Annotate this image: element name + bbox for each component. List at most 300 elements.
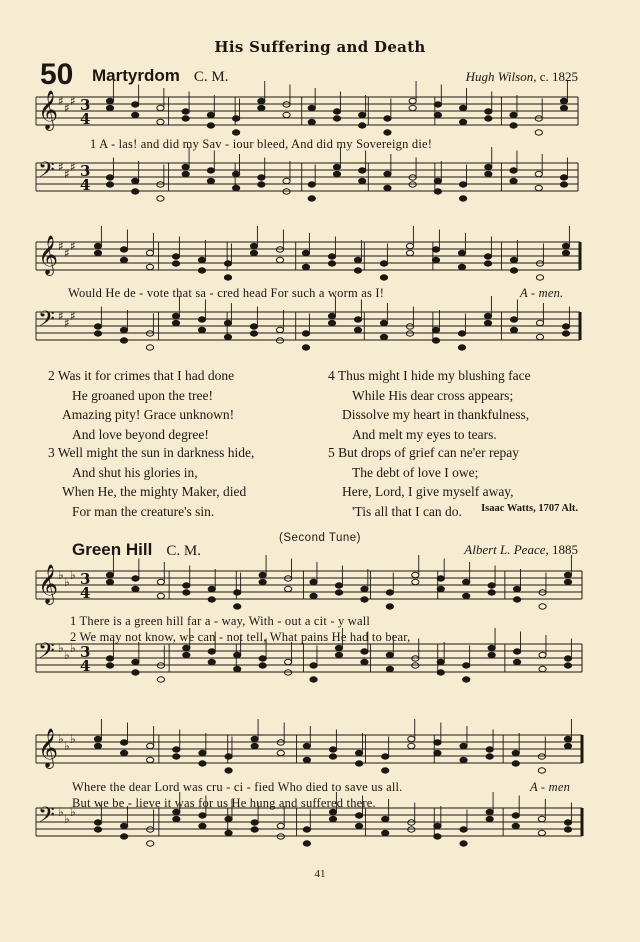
flat-icon: ♭ bbox=[58, 568, 64, 582]
note-head bbox=[564, 743, 571, 748]
note-head bbox=[94, 827, 101, 832]
note-head bbox=[157, 119, 164, 124]
note-head bbox=[359, 168, 366, 173]
note-head bbox=[207, 112, 214, 117]
note-head bbox=[460, 827, 467, 832]
note-head bbox=[157, 105, 164, 110]
note-head bbox=[183, 583, 190, 588]
note-head bbox=[276, 338, 283, 343]
lyrics-gh-system2-verse1: Where the dear Lord was cru - ci - fied Who died to save us all. bbox=[72, 780, 403, 794]
note-head bbox=[485, 164, 492, 169]
note-head bbox=[182, 109, 189, 114]
note-head bbox=[302, 264, 309, 269]
note-head bbox=[562, 331, 569, 336]
note-head bbox=[510, 178, 517, 183]
verse-4 bbox=[328, 366, 531, 444]
note-head bbox=[408, 743, 415, 748]
note-head bbox=[514, 597, 521, 602]
note-head bbox=[277, 740, 284, 745]
note-head bbox=[106, 175, 113, 180]
note-head bbox=[361, 597, 368, 602]
note-head bbox=[233, 171, 240, 176]
note-head bbox=[488, 583, 495, 588]
verse-line: And love beyond degree! bbox=[72, 426, 209, 442]
note-head bbox=[146, 331, 153, 336]
amen-lyric-1: A - men. bbox=[520, 286, 564, 300]
time-signature: 3 bbox=[80, 643, 91, 661]
bass-clef-icon: 𝄢 bbox=[38, 158, 55, 188]
note-head bbox=[146, 345, 153, 350]
note-head bbox=[303, 743, 310, 748]
note-head bbox=[539, 590, 546, 595]
lyrics-system1: 1 A - las! and did my Sav - iour bleed, And did my Sovereign die! bbox=[90, 137, 433, 151]
verse-line: Dissolve my heart in thankfulness, bbox=[342, 407, 530, 422]
composer-date: 1885 bbox=[552, 542, 578, 557]
bass-clef-icon: 𝄢 bbox=[38, 639, 55, 669]
flat-icon: ♭ bbox=[64, 575, 70, 589]
note-head bbox=[183, 652, 190, 657]
note-head bbox=[437, 659, 444, 664]
lyrics-gh-system2-verse2: But we be - lieve it was for us He hung and suffered there. bbox=[72, 796, 376, 810]
flat-icon: ♭ bbox=[70, 641, 76, 655]
note-head bbox=[382, 768, 389, 773]
note-head bbox=[460, 743, 467, 748]
note-head bbox=[434, 102, 441, 107]
note-head bbox=[386, 604, 393, 609]
note-head bbox=[460, 841, 467, 846]
time-signature: 3 bbox=[80, 96, 91, 114]
note-head bbox=[277, 823, 284, 828]
note-head bbox=[172, 313, 179, 318]
note-head bbox=[199, 761, 206, 766]
flat-icon: ♭ bbox=[70, 805, 76, 819]
note-head bbox=[384, 116, 391, 121]
lyrics-system2: Would He de - vote that sa - cred head For such a worm as I! bbox=[68, 286, 385, 300]
note-head bbox=[488, 652, 495, 657]
note-head bbox=[276, 247, 283, 252]
flat-icon: ♭ bbox=[58, 732, 64, 746]
note-head bbox=[437, 586, 444, 591]
note-head bbox=[409, 98, 416, 103]
note-head bbox=[233, 116, 240, 121]
note-head bbox=[182, 164, 189, 169]
note-head bbox=[434, 834, 441, 839]
note-head bbox=[412, 663, 419, 668]
verse-line: Amazing pity! Grace unknown! bbox=[62, 407, 235, 422]
treble-clef-icon: 𝄞 bbox=[38, 235, 59, 275]
verse-line: 4 Thus might I hide my blushing face bbox=[328, 368, 531, 383]
composer-date: c. 1825 bbox=[539, 69, 578, 84]
note-head bbox=[259, 572, 266, 577]
note-head bbox=[512, 813, 519, 818]
note-head bbox=[356, 823, 363, 828]
note-head bbox=[224, 275, 231, 280]
note-head bbox=[484, 320, 491, 325]
time-signature: 4 bbox=[80, 584, 91, 602]
second-tune-label: (Second Tune) bbox=[279, 532, 361, 544]
note-head bbox=[488, 590, 495, 595]
verse-3 bbox=[48, 443, 254, 521]
note-head bbox=[564, 656, 571, 661]
note-head bbox=[510, 268, 517, 273]
note-head bbox=[536, 334, 543, 339]
verse-line: And shut his glories in, bbox=[72, 464, 198, 480]
note-head bbox=[147, 757, 154, 762]
note-head bbox=[225, 754, 232, 759]
note-head bbox=[183, 645, 190, 650]
note-head bbox=[251, 736, 258, 741]
note-head bbox=[486, 754, 493, 759]
time-signature: 3 bbox=[80, 162, 91, 180]
note-head bbox=[132, 576, 139, 581]
note-head bbox=[564, 827, 571, 832]
note-head bbox=[463, 579, 470, 584]
note-head bbox=[380, 334, 387, 339]
note-head bbox=[406, 331, 413, 336]
sharp-icon: ♯ bbox=[64, 101, 70, 115]
note-head bbox=[356, 750, 363, 755]
note-head bbox=[198, 257, 205, 262]
note-head bbox=[359, 178, 366, 183]
verse-line: Here, Lord, I give myself away, bbox=[342, 484, 514, 499]
sharp-icon: ♯ bbox=[70, 309, 76, 323]
note-head bbox=[562, 250, 569, 255]
note-head bbox=[259, 579, 266, 584]
note-head bbox=[233, 185, 240, 190]
verse-line: 5 But drops of grief can ne'er repay bbox=[328, 445, 519, 460]
note-head bbox=[560, 182, 567, 187]
note-head bbox=[132, 659, 139, 664]
note-head bbox=[302, 331, 309, 336]
note-head bbox=[121, 823, 128, 828]
note-head bbox=[328, 320, 335, 325]
bass-clef-icon: 𝄢 bbox=[38, 803, 55, 833]
note-head bbox=[361, 659, 368, 664]
note-head bbox=[510, 327, 517, 332]
note-head bbox=[250, 324, 257, 329]
note-head bbox=[484, 261, 491, 266]
note-head bbox=[132, 112, 139, 117]
note-head bbox=[106, 105, 113, 110]
note-head bbox=[198, 327, 205, 332]
note-head bbox=[408, 820, 415, 825]
note-head bbox=[434, 178, 441, 183]
note-head bbox=[277, 834, 284, 839]
note-head bbox=[564, 736, 571, 741]
sharp-icon: ♯ bbox=[70, 94, 76, 108]
note-head bbox=[198, 268, 205, 273]
note-head bbox=[329, 747, 336, 752]
text-credit: Isaac Watts, 1707 Alt. bbox=[481, 503, 578, 514]
note-head bbox=[225, 768, 232, 773]
note-head bbox=[382, 816, 389, 821]
note-head bbox=[361, 586, 368, 591]
note-head bbox=[106, 182, 113, 187]
note-head bbox=[157, 196, 164, 201]
note-head bbox=[234, 604, 241, 609]
note-head bbox=[458, 250, 465, 255]
note-head bbox=[510, 123, 517, 128]
time-signature: 3 bbox=[80, 570, 91, 588]
sharp-icon: ♯ bbox=[58, 160, 64, 174]
note-head bbox=[486, 809, 493, 814]
note-head bbox=[538, 768, 545, 773]
treble-clef-icon: 𝄞 bbox=[38, 90, 59, 130]
note-head bbox=[463, 663, 470, 668]
note-head bbox=[94, 743, 101, 748]
note-head bbox=[560, 98, 567, 103]
note-head bbox=[157, 663, 164, 668]
note-head bbox=[562, 324, 569, 329]
note-head bbox=[302, 250, 309, 255]
note-head bbox=[432, 257, 439, 262]
note-head bbox=[172, 320, 179, 325]
note-head bbox=[208, 597, 215, 602]
note-head bbox=[432, 247, 439, 252]
note-head bbox=[380, 275, 387, 280]
note-head bbox=[356, 761, 363, 766]
lyrics-gh-system1-verse2: 2 We may not know, we can - not tell, What pains He had to bear, bbox=[70, 630, 411, 644]
note-head bbox=[406, 250, 413, 255]
note-head bbox=[106, 663, 113, 668]
note-head bbox=[106, 572, 113, 577]
note-head bbox=[386, 666, 393, 671]
note-head bbox=[434, 823, 441, 828]
note-head bbox=[283, 112, 290, 117]
note-head bbox=[147, 827, 154, 832]
note-head bbox=[328, 313, 335, 318]
note-head bbox=[303, 827, 310, 832]
note-head bbox=[434, 740, 441, 745]
note-head bbox=[386, 652, 393, 657]
note-head bbox=[285, 670, 292, 675]
note-head bbox=[225, 816, 232, 821]
note-head bbox=[285, 659, 292, 664]
section-title: His Suffering and Death bbox=[214, 38, 426, 56]
verse-2 bbox=[48, 366, 234, 444]
note-head bbox=[251, 827, 258, 832]
note-head bbox=[484, 313, 491, 318]
note-head bbox=[308, 105, 315, 110]
note-head bbox=[484, 254, 491, 259]
note-head bbox=[432, 327, 439, 332]
note-head bbox=[157, 677, 164, 682]
note-head bbox=[208, 659, 215, 664]
note-head bbox=[458, 331, 465, 336]
note-head bbox=[406, 243, 413, 248]
note-head bbox=[409, 182, 416, 187]
verse-line: And melt my eyes to tears. bbox=[352, 426, 497, 442]
note-head bbox=[514, 649, 521, 654]
lyrics-gh-system1-verse1: 1 There is a green hill far a - way, With - out a cit - y wall bbox=[70, 614, 371, 628]
note-head bbox=[147, 841, 154, 846]
note-head bbox=[303, 841, 310, 846]
note-head bbox=[303, 757, 310, 762]
note-head bbox=[354, 257, 361, 262]
note-head bbox=[486, 816, 493, 821]
note-head bbox=[539, 604, 546, 609]
note-head bbox=[460, 182, 467, 187]
note-head bbox=[458, 264, 465, 269]
note-head bbox=[120, 338, 127, 343]
note-head bbox=[458, 345, 465, 350]
note-head bbox=[276, 327, 283, 332]
time-signature: 4 bbox=[80, 110, 91, 128]
note-head bbox=[276, 257, 283, 262]
note-head bbox=[208, 586, 215, 591]
note-head bbox=[564, 579, 571, 584]
note-head bbox=[514, 586, 521, 591]
note-head bbox=[460, 757, 467, 762]
note-head bbox=[333, 164, 340, 169]
note-head bbox=[283, 102, 290, 107]
note-head bbox=[147, 743, 154, 748]
sharp-icon: ♯ bbox=[64, 316, 70, 330]
note-head bbox=[121, 750, 128, 755]
note-head bbox=[437, 670, 444, 675]
note-head bbox=[120, 257, 127, 262]
note-head bbox=[412, 572, 419, 577]
note-head bbox=[535, 116, 542, 121]
sharp-icon: ♯ bbox=[70, 239, 76, 253]
flat-icon: ♭ bbox=[58, 805, 64, 819]
note-head bbox=[460, 105, 467, 110]
note-head bbox=[434, 750, 441, 755]
note-head bbox=[172, 254, 179, 259]
note-head bbox=[132, 189, 139, 194]
note-head bbox=[510, 257, 517, 262]
note-head bbox=[538, 816, 545, 821]
note-head bbox=[285, 576, 292, 581]
note-head bbox=[120, 327, 127, 332]
note-head bbox=[234, 590, 241, 595]
note-head bbox=[536, 275, 543, 280]
meter: C. M. bbox=[166, 543, 201, 559]
note-head bbox=[258, 98, 265, 103]
verse-line: 3 Well might the sun in darkness hide, bbox=[48, 445, 255, 460]
time-signature: 4 bbox=[80, 657, 91, 675]
flat-icon: ♭ bbox=[64, 648, 70, 662]
note-head bbox=[310, 663, 317, 668]
note-head bbox=[310, 677, 317, 682]
note-head bbox=[259, 656, 266, 661]
note-head bbox=[120, 247, 127, 252]
note-head bbox=[250, 331, 257, 336]
note-head bbox=[560, 105, 567, 110]
note-head bbox=[510, 317, 517, 322]
note-head bbox=[536, 320, 543, 325]
note-head bbox=[409, 175, 416, 180]
note-head bbox=[409, 105, 416, 110]
note-head bbox=[173, 747, 180, 752]
note-head bbox=[460, 196, 467, 201]
note-head bbox=[562, 243, 569, 248]
note-head bbox=[539, 652, 546, 657]
note-head bbox=[434, 189, 441, 194]
note-head bbox=[359, 112, 366, 117]
note-head bbox=[335, 652, 342, 657]
note-head bbox=[488, 645, 495, 650]
note-head bbox=[308, 196, 315, 201]
note-head bbox=[132, 102, 139, 107]
note-head bbox=[199, 750, 206, 755]
note-head bbox=[333, 109, 340, 114]
note-head bbox=[259, 663, 266, 668]
composer-name: Albert L. Peace, bbox=[464, 542, 549, 557]
note-head bbox=[234, 652, 241, 657]
note-head bbox=[437, 576, 444, 581]
meter: C. M. bbox=[193, 69, 229, 85]
note-head bbox=[94, 243, 101, 248]
composer-name: Hugh Wilson, bbox=[465, 69, 537, 84]
note-head bbox=[283, 189, 290, 194]
note-head bbox=[310, 579, 317, 584]
note-head bbox=[564, 572, 571, 577]
note-head bbox=[106, 656, 113, 661]
note-head bbox=[157, 182, 164, 187]
note-head bbox=[412, 579, 419, 584]
flat-icon: ♭ bbox=[70, 732, 76, 746]
note-head bbox=[432, 338, 439, 343]
sharp-icon: ♯ bbox=[58, 309, 64, 323]
verse-line: For man the creature's sin. bbox=[72, 503, 215, 519]
note-head bbox=[132, 178, 139, 183]
note-head bbox=[512, 750, 519, 755]
note-head bbox=[328, 254, 335, 259]
note-head bbox=[250, 243, 257, 248]
note-head bbox=[463, 593, 470, 598]
note-head bbox=[328, 261, 335, 266]
note-head bbox=[302, 345, 309, 350]
note-head bbox=[172, 261, 179, 266]
note-head bbox=[258, 175, 265, 180]
note-head bbox=[485, 116, 492, 121]
verse-line: While His dear cross appears; bbox=[352, 387, 514, 403]
note-head bbox=[308, 119, 315, 124]
flat-icon: ♭ bbox=[58, 641, 64, 655]
note-head bbox=[121, 834, 128, 839]
note-head bbox=[94, 820, 101, 825]
note-head bbox=[510, 112, 517, 117]
note-head bbox=[485, 109, 492, 114]
note-head bbox=[535, 171, 542, 176]
note-head bbox=[183, 590, 190, 595]
treble-clef-icon: 𝄞 bbox=[38, 564, 59, 604]
note-head bbox=[434, 112, 441, 117]
sharp-icon: ♯ bbox=[70, 160, 76, 174]
verse-line: 2 Was it for crimes that I had done bbox=[48, 368, 235, 383]
note-head bbox=[384, 171, 391, 176]
note-head bbox=[199, 813, 206, 818]
note-head bbox=[382, 754, 389, 759]
note-head bbox=[208, 649, 215, 654]
note-head bbox=[182, 116, 189, 121]
note-head bbox=[361, 649, 368, 654]
note-head bbox=[234, 666, 241, 671]
bass-clef-icon: 𝄢 bbox=[38, 307, 55, 337]
note-head bbox=[536, 261, 543, 266]
note-head bbox=[310, 593, 317, 598]
note-head bbox=[380, 320, 387, 325]
note-head bbox=[382, 830, 389, 835]
note-head bbox=[538, 754, 545, 759]
note-head bbox=[560, 175, 567, 180]
sharp-icon: ♯ bbox=[64, 167, 70, 181]
note-head bbox=[157, 593, 164, 598]
note-head bbox=[106, 579, 113, 584]
note-head bbox=[157, 579, 164, 584]
note-head bbox=[94, 250, 101, 255]
